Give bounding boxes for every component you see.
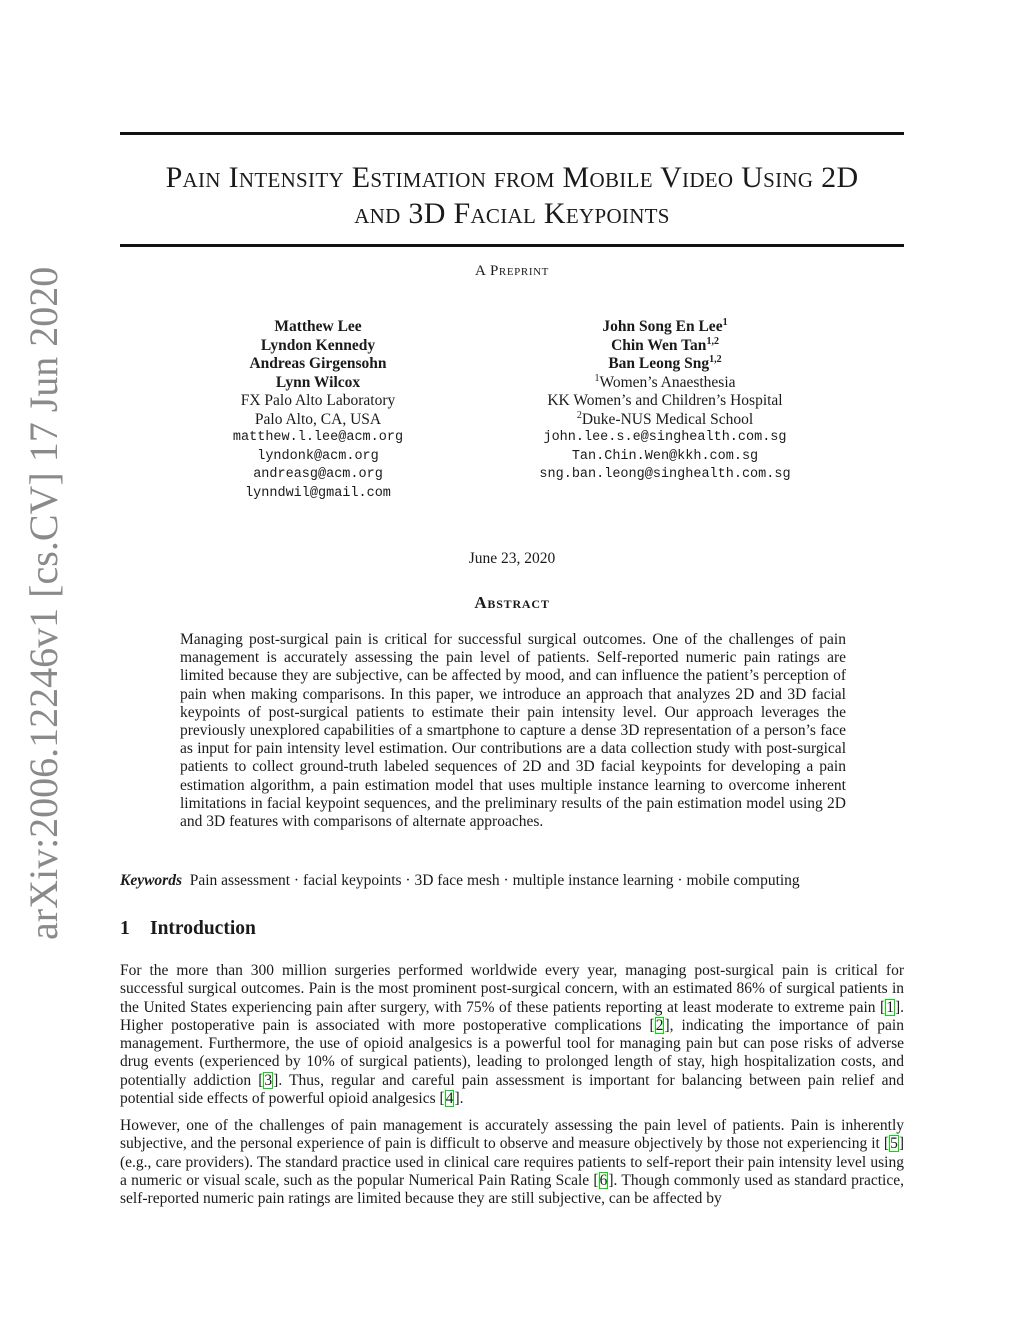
affiliation-line: KK Women’s and Children’s Hospital (547, 392, 783, 409)
abstract-text: Managing post-surgical pain is critical for successful surgical outcomes. One of the challenges of pain management is accurately assessing the pain level of patients. Self-reported numeric pain ratings are limited because they are subjective, can be affected by mood, and can influence the patient’s perception of pain when making comparisons. In this paper, we introduce an approach that analyzes 2D and 3D facial keypoints of post-surgical patients to estimate their pain intensity level. Our approach leverages the previously unexplored capabilities of a smartphone to capture a dense 3D representation of a person’s face as input for pain intensity level estimation. Our contributions are a data collection study with post-surgical patients to collect ground-truth labeled sequences of 2D and 3D facial keypoints for developing a pain estimation algorithm, a pain estimation model that uses multiple instance learning to overcome inherent limitations in facial keypoint sequences, and the preliminary results of the pain estimation model using 2D and 3D features with comparisons of alternate approaches. (180, 631, 846, 831)
citation-link[interactable]: 1 (886, 998, 894, 1016)
keywords-label: Keywords (120, 872, 182, 889)
publication-date: June 23, 2020 (468, 550, 556, 567)
affiliation-line: Palo Alto, CA, USA (254, 410, 382, 428)
section-title: Introduction (150, 918, 256, 939)
paper-title (120, 160, 904, 232)
author-email[interactable]: Tan.Chin.Wen@kkh.com.sg (571, 448, 759, 464)
intro-paragraph-2: However, one of the challenges of pain management is accurately assessing the pain level of patients. Pain is inherently subjective, and the personal experience of pain is difficult to observe and measure objectively by those not experiencing it [5] (e.g., care providers). The standard practice used in clinical care requires patients to self-report their pain intensity level using a numeric or visual scale, such as the popular Numerical Pain Rating Scale [6]. Though commonly used as standard practice, self-reported numeric pain ratings are limited because they are still subjective, can be affected by (120, 1117, 904, 1208)
author-name: John Song En Lee$^1$ (602, 316, 728, 335)
author-name: Lynn Wilcox (275, 373, 361, 391)
intro-paragraph-1: For the more than 300 million surgeries performed worldwide every year, managing post-surgical pain is critical for successful surgical outcomes. Pain is the most prominent post-surgical concern, with an estimated 86% of surgical patients in the United States experiencing pain after surgery, with 75% of these patients reporting at least moderate to extreme pain [1]. Higher postoperative pain is associated with more postoperative complications [2], indicating the importance of pain management. Furthermore, the use of opioid analgesics is a powerful tool for managing pain but can pose risks of adverse drug events (experienced by 10% of surgical patients), leading to prolonged length of stay, high hospitalization costs, and potentially addiction [3]. Thus, regular and careful pain assessment is important for balancing between pain relief and potential side effects of powerful opioid analgesics [4]. (120, 962, 904, 1108)
affiliation-line: FX Palo Alto Laboratory (240, 392, 396, 409)
affiliation-line: $^2$Duke-NUS Medical School (576, 409, 754, 428)
author-block-left (218, 318, 418, 503)
author-name: Matthew Lee (274, 318, 362, 335)
keywords-text: Pain assessment · facial keypoints · 3D face mesh · multiple instance learning · mobile computing (189, 872, 800, 889)
author-email[interactable]: andreasg@acm.org (253, 467, 383, 482)
citation-link[interactable]: 6 (599, 1171, 608, 1189)
affiliation-line: $^1$Women’s Anaesthesia (594, 372, 736, 391)
preprint-label: A Preprint (475, 263, 549, 279)
author-name: Lyndon Kennedy (260, 336, 376, 354)
abstract-heading: Abstract (474, 593, 550, 612)
title-line-1: Pain Intensity Estimation from Mobile Video Using 2D (165, 161, 859, 194)
author-name: Andreas Girgensohn (249, 355, 387, 372)
title-rule-top (120, 132, 904, 135)
author-block-right (510, 318, 820, 485)
author-email[interactable]: lyndonk@acm.org (257, 448, 379, 464)
citation-link[interactable]: 4 (445, 1090, 454, 1108)
citation-link[interactable]: 3 (264, 1071, 273, 1089)
citation-link[interactable]: 5 (890, 1135, 898, 1153)
title-rule-bottom (120, 244, 904, 247)
author-email[interactable]: john.lee.s.e@singhealth.com.sg (543, 430, 787, 445)
section-heading (120, 918, 256, 940)
author-name: Ban Leong Sng$^{1,2}$ (608, 353, 722, 372)
title-line-2: and 3D Facial Keypoints (354, 197, 670, 230)
arxiv-identifier[interactable]: arXiv:2006.12246v1 [cs.CV] 17 Jun 2020 (21, 266, 66, 940)
section-number: 1 (120, 918, 130, 939)
author-email[interactable]: lynndwil@gmail.com (245, 485, 391, 501)
author-email[interactable]: sng.ban.leong@singhealth.com.sg (539, 467, 791, 482)
author-email[interactable]: matthew.l.lee@acm.org (232, 430, 404, 445)
keywords-line (120, 872, 904, 890)
citation-link[interactable]: 2 (655, 1016, 664, 1034)
author-name: Chin Wen Tan$^{1,2}$ (611, 335, 719, 354)
